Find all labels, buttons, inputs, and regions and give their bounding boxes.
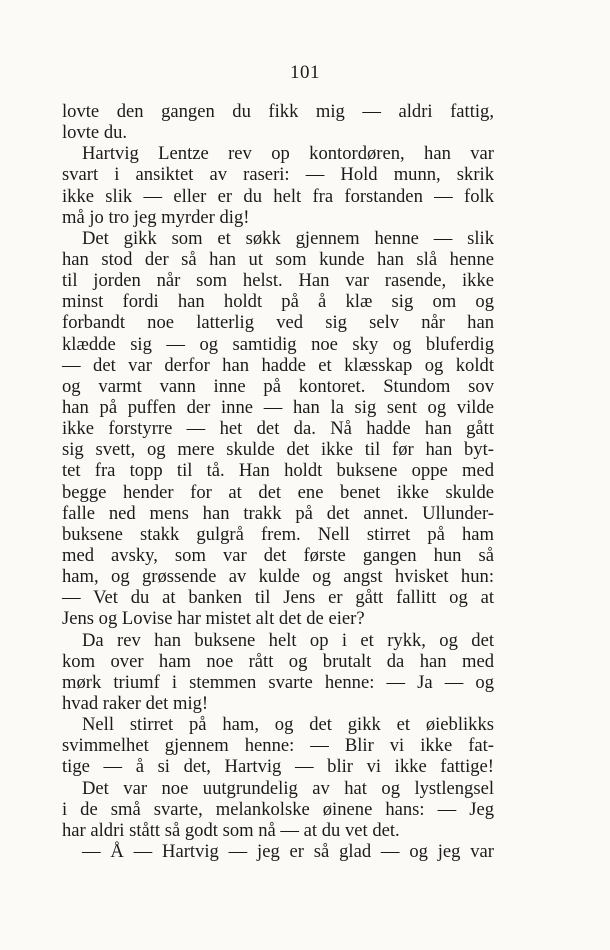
text-line: tige — å si det, Hartvig — blir vi ikke fattige!	[62, 756, 494, 778]
text-line: minst fordi han holdt på å klæ sig om og	[62, 291, 494, 313]
text-line: må jo tro jeg myrder dig!	[62, 206, 250, 228]
text-line: ikke slik — eller er du helt fra forstanden — folk	[62, 185, 494, 207]
text-line: kom over ham noe rått og brutalt da han med	[62, 650, 494, 672]
text-line: med avsky, som var det første gangen hun så	[62, 544, 494, 566]
text-line: Det var noe uutgrundelig av hat og lystlengsel	[82, 777, 494, 799]
text-line: Det gikk som et søkk gjennem henne — slik	[82, 227, 494, 249]
text-line: ikke forstyrre — het det da. Nå hadde han gått	[62, 418, 494, 440]
text-line: hvad raker det mig!	[62, 692, 209, 714]
text-line: han på puffen der inne — han la sig sent og vilde	[62, 396, 494, 418]
text-line: lovte du.	[62, 122, 128, 144]
text-line: buksene stakk gulgrå frem. Nell stirret på ham	[62, 523, 494, 545]
text-block	[62, 101, 494, 862]
text-line: forbandt noe latterlig ved sig selv når han	[62, 312, 494, 334]
text-line: har aldri stått så godt som nå — at du vet det.	[62, 819, 400, 841]
text-line: han stod der så han ut som kunde han slå henne	[62, 248, 494, 270]
page-number: 101	[290, 62, 320, 83]
text-line: lovte den gangen du fikk mig — aldri fattig,	[62, 101, 494, 122]
text-line: svimmelhet gjennem henne: — Blir vi ikke fat-	[62, 735, 494, 757]
text-line: Nell stirret på ham, og det gikk et øieblikks	[82, 714, 494, 736]
text-line: og varmt vann inne på kontoret. Stundom sov	[62, 375, 494, 397]
text-line: klædde sig — og samtidig noe sky og bluferdig	[62, 333, 494, 355]
text-line: — det var derfor han hadde et klæsskap og koldt	[62, 354, 494, 376]
text-line: sig svett, og mere skulde det ikke til før han byt-	[62, 439, 494, 461]
text-line: ham, og grøssende av kulde og angst hvisket hun:	[62, 566, 494, 588]
text-line: falle ned mens han trakk på det annet. Ullunder-	[62, 502, 494, 524]
text-line: i de små svarte, melankolske øinene hans: — Jeg	[62, 798, 494, 820]
text-line: — Vet du at banken til Jens er gått fallitt og at	[62, 587, 494, 609]
text-line: begge hender for at det ene benet ikke skulde	[62, 481, 494, 503]
text-line: Hartvig Lentze rev op kontordøren, han var	[82, 143, 494, 165]
text-line: tet fra topp til tå. Han holdt buksene oppe med	[62, 460, 494, 482]
text-line: — Å — Hartvig — jeg er så glad — og jeg var	[82, 840, 494, 862]
text-line: svart i ansiktet av raseri: — Hold munn, skrik	[62, 164, 494, 186]
text-line: Jens og Lovise har mistet alt det de eier?	[62, 608, 365, 630]
text-line: Da rev han buksene helt op i et rykk, og det	[82, 629, 494, 651]
text-line: til jorden når som helst. Han var rasende, ikke	[62, 270, 494, 292]
text-line: mørk triumf i stemmen svarte henne: — Ja — og	[62, 671, 494, 693]
